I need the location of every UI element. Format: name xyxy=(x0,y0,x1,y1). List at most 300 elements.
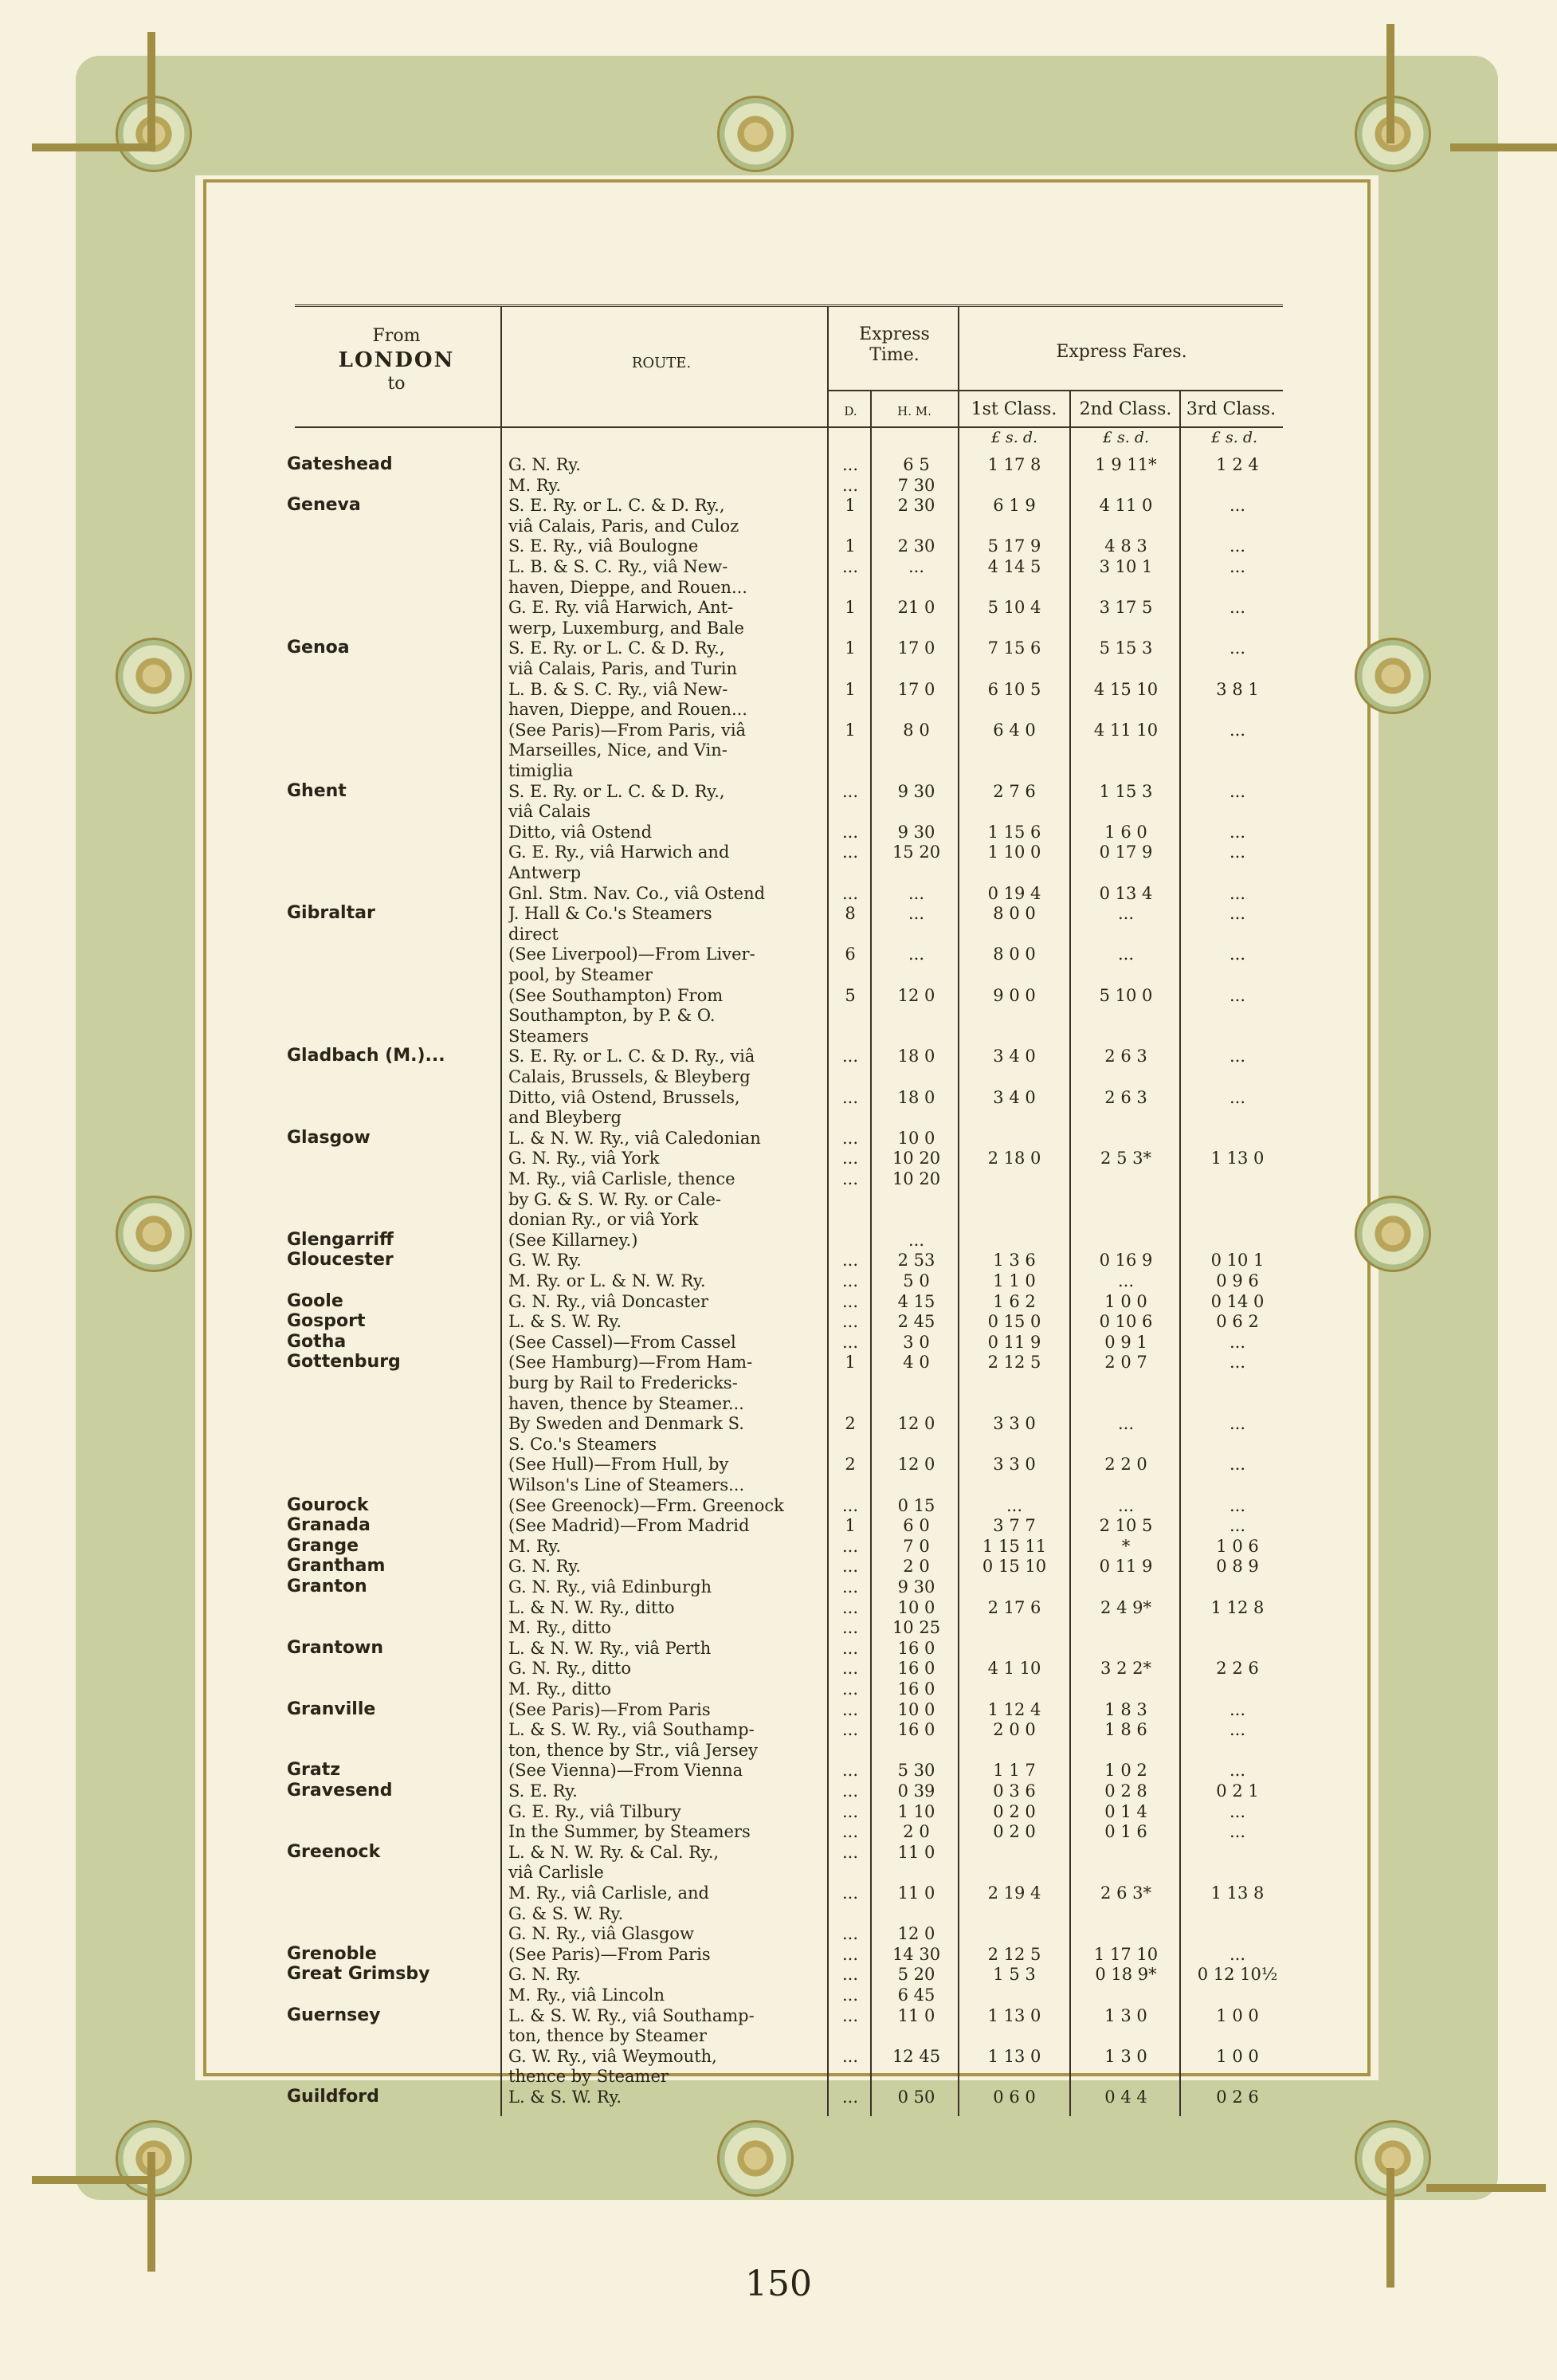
hours-minutes-cell: 11 0 xyxy=(897,1883,935,1903)
corner-cross-icon xyxy=(1426,2184,1546,2192)
first-class-fare-cell: 1 15 11 xyxy=(982,1536,1047,1556)
table-row xyxy=(295,883,1283,904)
table-row xyxy=(295,516,1283,536)
third-class-fare-cell: 1 0 0 xyxy=(1216,2046,1259,2066)
destination-cell: Gratz xyxy=(287,1760,341,1781)
route-cell: G. N. Ry. xyxy=(508,455,581,474)
hours-minutes-cell: 8 0 xyxy=(903,720,930,740)
third-class-fare-cell: 0 12 10½ xyxy=(1197,1965,1278,1985)
hours-minutes-cell: 4 15 xyxy=(897,1291,935,1311)
first-class-fare-cell: 6 10 5 xyxy=(987,679,1041,699)
first-class-fare-cell: 2 17 6 xyxy=(987,1597,1041,1617)
table-row xyxy=(295,862,1283,883)
route-cell: By Sweden and Denmark S. xyxy=(508,1414,744,1434)
table-row xyxy=(287,1841,1283,1863)
lsd-unit-3: £ s. d. xyxy=(1210,429,1258,446)
days-cell: 8 xyxy=(845,904,856,924)
destination-cell: Glengarriff xyxy=(287,1229,394,1250)
route-cell: viâ Calais, Paris, and Culoz xyxy=(508,516,739,536)
third-class-fare-cell: ... xyxy=(1229,1720,1246,1740)
hours-minutes-cell: 9 30 xyxy=(897,822,935,842)
table-row xyxy=(295,1883,1283,1903)
second-class-fare-cell: 5 15 3 xyxy=(1099,638,1153,658)
days-cell: ... xyxy=(841,475,859,495)
second-class-fare-cell: 0 1 6 xyxy=(1104,1822,1147,1842)
table-row xyxy=(295,679,1283,700)
hours-minutes-cell: 6 45 xyxy=(897,1985,935,2005)
destination-cell: Greenock xyxy=(287,1841,381,1862)
destination-cell: Gladbach (M.)... xyxy=(287,1046,445,1066)
destination-cell: Granada xyxy=(287,1515,371,1536)
hours-minutes-cell: 5 20 xyxy=(897,1965,935,1985)
route-cell: thence by Steamer xyxy=(508,2067,669,2087)
days-cell: ... xyxy=(841,1924,859,1944)
third-class-fare-cell: ... xyxy=(1229,904,1246,924)
days-cell: ... xyxy=(841,1536,859,1556)
hours-minutes-cell: ... xyxy=(908,945,925,964)
table-row xyxy=(287,1637,1283,1659)
third-class-fare-cell: 0 2 1 xyxy=(1216,1781,1259,1801)
route-cell: L. & S. W. Ry., viâ Southamp- xyxy=(508,2005,755,2025)
corner-cross-icon xyxy=(147,32,155,151)
first-class-fare-cell: 1 1 0 xyxy=(993,1271,1036,1290)
third-class-fare-cell: ... xyxy=(1229,1822,1246,1842)
route-cell: M. Ry., viâ Carlisle, and xyxy=(508,1883,709,1903)
table-row xyxy=(295,1434,1283,1455)
third-class-fare-cell: ... xyxy=(1229,1047,1246,1066)
route-cell: L. & N. W. Ry., ditto xyxy=(508,1597,675,1617)
rose-ornament-left xyxy=(116,638,192,714)
header-second-class: 2nd Class. xyxy=(1079,399,1172,419)
route-cell: Ditto, viâ Ostend xyxy=(508,822,653,842)
table-row xyxy=(287,1352,1283,1373)
route-cell: Southampton, by P. & O. xyxy=(508,1006,716,1026)
first-class-fare-cell: ... xyxy=(1006,1495,1023,1515)
days-cell: ... xyxy=(841,1087,859,1107)
table-row xyxy=(287,1964,1283,1985)
days-cell: 2 xyxy=(845,1414,856,1434)
lsd-unit-2: £ s. d. xyxy=(1102,429,1150,446)
table-row xyxy=(287,1250,1283,1271)
second-class-fare-cell: 0 10 6 xyxy=(1099,1312,1153,1332)
route-cell: Marseilles, Nice, and Vin- xyxy=(508,740,728,760)
hours-minutes-cell: 10 20 xyxy=(892,1169,941,1188)
second-class-fare-cell: 2 0 7 xyxy=(1104,1353,1147,1373)
destination-cell: Gottenburg xyxy=(287,1352,401,1373)
days-cell: ... xyxy=(841,1557,859,1577)
first-class-fare-cell: 0 2 0 xyxy=(993,1822,1036,1842)
route-cell: G. W. Ry. xyxy=(508,1251,582,1271)
route-cell: Steamers xyxy=(508,1026,589,1046)
third-class-fare-cell: ... xyxy=(1229,496,1246,516)
route-cell: S. E. Ry., viâ Boulogne xyxy=(508,536,699,556)
days-cell: ... xyxy=(841,1128,859,1148)
table-row xyxy=(295,964,1283,985)
table-row xyxy=(287,1046,1283,1066)
destination-cell: Genoa xyxy=(287,638,350,658)
days-cell: ... xyxy=(841,1271,859,1290)
hours-minutes-cell: 1 10 xyxy=(897,1801,935,1821)
route-cell: M. Ry., viâ Carlisle, thence xyxy=(508,1169,735,1188)
days-cell: ... xyxy=(841,1761,859,1781)
route-cell: werp, Luxemburg, and Bale xyxy=(508,618,744,638)
third-class-fare-cell: ... xyxy=(1229,557,1246,576)
third-class-fare-cell: ... xyxy=(1229,1495,1246,1515)
table-row xyxy=(295,1107,1283,1128)
first-class-fare-cell: 1 13 0 xyxy=(987,2005,1041,2025)
third-class-fare-cell: ... xyxy=(1229,1332,1246,1352)
hours-minutes-cell: 2 0 xyxy=(903,1557,930,1577)
route-cell: In the Summer, by Steamers xyxy=(508,1822,751,1842)
first-class-fare-cell: 6 4 0 xyxy=(993,720,1036,740)
table-row xyxy=(295,924,1283,945)
first-class-fare-cell: 2 7 6 xyxy=(993,781,1036,801)
second-class-fare-cell: 1 8 6 xyxy=(1104,1720,1147,1740)
second-class-fare-cell: 1 3 0 xyxy=(1104,2046,1147,2066)
destination-cell: Great Grimsby xyxy=(287,1964,430,1985)
route-cell: (See Paris)—From Paris, viâ xyxy=(508,720,747,740)
destination-cell: Gloucester xyxy=(287,1250,394,1271)
hours-minutes-cell: 12 0 xyxy=(897,985,935,1005)
first-class-fare-cell: 2 19 4 xyxy=(987,1883,1041,1903)
table-row xyxy=(287,1290,1283,1312)
third-class-fare-cell: 3 8 1 xyxy=(1216,679,1259,699)
corner-cross-icon xyxy=(147,2152,155,2272)
table-row xyxy=(295,1740,1283,1761)
route-cell: Gnl. Stm. Nav. Co., viâ Ostend xyxy=(508,883,766,903)
days-cell: ... xyxy=(841,781,859,801)
hours-minutes-cell: 16 0 xyxy=(897,1638,935,1658)
table-row xyxy=(287,1781,1283,1801)
table-row xyxy=(295,658,1283,679)
days-cell: ... xyxy=(841,1638,859,1658)
header-route: ROUTE. xyxy=(631,355,692,371)
destination-cell: Gravesend xyxy=(287,1781,393,1801)
destination-cell: Goole xyxy=(287,1290,343,1311)
table-row xyxy=(295,1087,1283,1108)
third-class-fare-cell: ... xyxy=(1229,1801,1246,1821)
destination-cell: Grantown xyxy=(287,1637,384,1658)
table-row xyxy=(295,985,1283,1006)
route-cell: L. & N. W. Ry., viâ Caledonian xyxy=(508,1128,761,1148)
route-cell: M. Ry. or L. & N. W. Ry. xyxy=(508,1271,706,1290)
second-class-fare-cell: 2 6 3 xyxy=(1104,1087,1147,1107)
rose-ornament-left-2 xyxy=(116,1196,192,1272)
first-class-fare-cell: 4 14 5 xyxy=(987,557,1041,576)
hours-minutes-cell: 12 0 xyxy=(897,1924,935,1944)
table-row xyxy=(287,1494,1283,1516)
third-class-fare-cell: ... xyxy=(1229,598,1246,618)
first-class-fare-cell: 0 2 0 xyxy=(993,1801,1036,1821)
third-class-fare-cell: 2 2 6 xyxy=(1216,1659,1259,1679)
route-cell: viâ Calais xyxy=(508,802,591,822)
route-cell: M. Ry. xyxy=(508,1536,562,1556)
first-class-fare-cell: 0 15 0 xyxy=(987,1312,1041,1332)
hours-minutes-cell: ... xyxy=(908,904,925,924)
hours-minutes-cell: 21 0 xyxy=(897,598,935,618)
third-class-fare-cell: ... xyxy=(1229,822,1246,842)
third-class-fare-cell: ... xyxy=(1229,945,1246,964)
second-class-fare-cell: 0 17 9 xyxy=(1099,842,1153,862)
table-row xyxy=(287,1311,1283,1332)
destination-cell: Grange xyxy=(287,1535,359,1556)
third-class-fare-cell: 0 6 2 xyxy=(1216,1312,1259,1332)
hours-minutes-cell: 16 0 xyxy=(897,1679,935,1699)
route-cell: G. & S. W. Ry. xyxy=(508,1903,624,1923)
table-row xyxy=(295,1475,1283,1495)
days-cell: 1 xyxy=(845,720,856,740)
second-class-fare-cell: 0 9 1 xyxy=(1104,1332,1147,1352)
second-class-fare-cell: 3 2 2* xyxy=(1100,1659,1151,1679)
days-cell: ... xyxy=(841,2046,859,2066)
second-class-fare-cell: 3 17 5 xyxy=(1099,598,1153,618)
second-class-fare-cell: 4 8 3 xyxy=(1104,536,1147,556)
route-cell: M. Ry., viâ Lincoln xyxy=(508,1985,665,2005)
route-cell: G. N. Ry. xyxy=(508,1965,581,1985)
hours-minutes-cell: 2 53 xyxy=(897,1251,935,1271)
hours-minutes-cell: 14 30 xyxy=(892,1944,941,1964)
days-cell: ... xyxy=(841,1149,859,1168)
hours-minutes-cell: 5 30 xyxy=(897,1761,935,1781)
hours-minutes-cell: 2 0 xyxy=(903,1822,930,1842)
hours-minutes-cell: 12 0 xyxy=(897,1455,935,1475)
second-class-fare-cell: 2 5 3* xyxy=(1100,1149,1151,1168)
days-cell: ... xyxy=(841,1659,859,1679)
hours-minutes-cell: 0 50 xyxy=(897,2087,935,2107)
route-cell: (See Hamburg)—From Ham- xyxy=(508,1353,753,1373)
table-row xyxy=(295,1801,1283,1822)
third-class-fare-cell: 1 13 8 xyxy=(1210,1883,1265,1903)
second-class-fare-cell: 2 4 9* xyxy=(1100,1597,1151,1617)
third-class-fare-cell: ... xyxy=(1229,985,1246,1005)
second-class-fare-cell: ... xyxy=(1117,1414,1135,1434)
route-cell: (See Hull)—From Hull, by xyxy=(508,1455,729,1475)
hours-minutes-cell: 18 0 xyxy=(897,1087,935,1107)
first-class-fare-cell: 0 3 6 xyxy=(993,1781,1036,1801)
third-class-fare-cell: 0 10 1 xyxy=(1210,1251,1265,1271)
days-cell: ... xyxy=(841,822,859,842)
hours-minutes-cell: 17 0 xyxy=(897,638,935,658)
first-class-fare-cell: 2 12 5 xyxy=(987,1353,1041,1373)
route-cell: S. Co.'s Steamers xyxy=(508,1434,657,1454)
third-class-fare-cell: ... xyxy=(1229,1087,1246,1107)
days-cell: ... xyxy=(841,1597,859,1617)
days-cell: ... xyxy=(841,1169,859,1188)
route-cell: S. E. Ry. or L. C. & D. Ry., xyxy=(508,638,725,658)
table-row xyxy=(287,1943,1283,1965)
second-class-fare-cell: 1 17 10 xyxy=(1093,1944,1159,1964)
first-class-fare-cell: 5 10 4 xyxy=(987,598,1041,618)
second-class-fare-cell: 2 10 5 xyxy=(1099,1516,1153,1536)
table-row xyxy=(287,1760,1283,1781)
first-class-fare-cell: 2 18 0 xyxy=(987,1149,1041,1168)
first-class-fare-cell: 3 4 0 xyxy=(993,1047,1036,1066)
third-class-fare-cell: ... xyxy=(1229,720,1246,740)
first-class-fare-cell: 1 17 8 xyxy=(987,455,1041,474)
second-class-fare-cell: 1 15 3 xyxy=(1099,781,1153,801)
route-cell: (See Paris)—From Paris xyxy=(508,1944,711,1964)
route-cell: Ditto, viâ Ostend, Brussels, xyxy=(508,1087,740,1107)
third-class-fare-cell: 0 9 6 xyxy=(1216,1271,1259,1290)
first-class-fare-cell: 3 7 7 xyxy=(993,1516,1036,1536)
table-row xyxy=(287,1331,1283,1353)
page-number: 150 xyxy=(745,2264,812,2304)
hours-minutes-cell: 9 30 xyxy=(897,1577,935,1596)
second-class-fare-cell: 4 11 10 xyxy=(1093,720,1159,740)
table-row xyxy=(287,2087,1283,2107)
header-to: to xyxy=(387,374,406,394)
table-row xyxy=(287,454,1283,475)
route-cell: G. N. Ry. xyxy=(508,1557,581,1577)
destination-cell: Guernsey xyxy=(287,2005,381,2025)
table-row xyxy=(287,903,1283,924)
route-cell: J. Hall & Co.'s Steamers xyxy=(508,904,712,924)
second-class-fare-cell: ... xyxy=(1117,1495,1135,1515)
second-class-fare-cell: 4 11 0 xyxy=(1099,496,1153,516)
first-class-fare-cell: 1 10 0 xyxy=(987,842,1041,862)
third-class-fare-cell: ... xyxy=(1229,1414,1246,1434)
second-class-fare-cell: 0 4 4 xyxy=(1104,2087,1147,2107)
destination-cell: Glasgow xyxy=(287,1127,371,1148)
first-class-fare-cell: 0 6 0 xyxy=(993,2087,1036,2107)
table-row xyxy=(295,822,1283,842)
hours-minutes-cell: 10 25 xyxy=(892,1618,941,1638)
days-cell: ... xyxy=(841,883,859,903)
days-cell: ... xyxy=(841,455,859,474)
hours-minutes-cell: 6 0 xyxy=(903,1516,930,1536)
table-row xyxy=(287,1699,1283,1720)
hours-minutes-cell: 9 30 xyxy=(897,781,935,801)
first-class-fare-cell: 3 4 0 xyxy=(993,1087,1036,1107)
hours-minutes-cell: 10 0 xyxy=(897,1128,935,1148)
hours-minutes-cell: 16 0 xyxy=(897,1720,935,1740)
route-cell: S. E. Ry. or L. C. & D. Ry., xyxy=(508,496,725,516)
first-class-fare-cell: 2 0 0 xyxy=(993,1720,1036,1740)
route-cell: L. B. & S. C. Ry., viâ New- xyxy=(508,557,728,576)
table-row xyxy=(295,1005,1283,1026)
hours-minutes-cell: ... xyxy=(908,1230,925,1250)
first-class-fare-cell: 6 1 9 xyxy=(993,496,1036,516)
days-cell: ... xyxy=(841,1618,859,1638)
route-cell: (See Vienna)—From Vienna xyxy=(508,1761,743,1781)
destination-cell: Guildford xyxy=(287,2087,379,2107)
days-cell: ... xyxy=(841,1822,859,1842)
days-cell: ... xyxy=(841,1312,859,1332)
route-cell: Calais, Brussels, & Bleyberg xyxy=(508,1067,751,1086)
table-row xyxy=(295,1454,1283,1475)
third-class-fare-cell: ... xyxy=(1229,638,1246,658)
days-cell: 1 xyxy=(845,1516,856,1536)
second-class-fare-cell: 0 13 4 xyxy=(1099,883,1153,903)
days-cell: ... xyxy=(841,1883,859,1903)
third-class-fare-cell: 1 13 0 xyxy=(1210,1149,1265,1168)
third-class-fare-cell: ... xyxy=(1229,536,1246,556)
route-cell: L. B. & S. C. Ry., viâ New- xyxy=(508,679,728,699)
table-row xyxy=(295,1597,1283,1618)
fares-table xyxy=(287,295,1283,2107)
third-class-fare-cell: 1 0 0 xyxy=(1216,2005,1259,2025)
table-row xyxy=(287,638,1283,658)
first-class-fare-cell: 1 15 6 xyxy=(987,822,1041,842)
hours-minutes-cell: 3 0 xyxy=(903,1332,930,1352)
second-class-fare-cell: ... xyxy=(1117,945,1135,964)
destination-cell: Gateshead xyxy=(287,454,393,474)
route-cell: M. Ry., ditto xyxy=(508,1618,612,1638)
route-cell: (See Cassel)—From Cassel xyxy=(508,1332,736,1352)
route-cell: and Bleyberg xyxy=(508,1108,622,1128)
days-cell: ... xyxy=(841,1801,859,1821)
destination-cell: Gosport xyxy=(287,1311,366,1332)
route-cell: G. N. Ry., viâ Edinburgh xyxy=(508,1577,712,1596)
route-cell: L. & S. W. Ry. xyxy=(508,2087,622,2107)
first-class-fare-cell: 8 0 0 xyxy=(993,945,1036,964)
days-cell: ... xyxy=(841,1679,859,1699)
table-row xyxy=(295,1026,1283,1047)
first-class-fare-cell: 8 0 0 xyxy=(993,904,1036,924)
table-row xyxy=(287,1577,1283,1597)
hours-minutes-cell: 11 0 xyxy=(897,2005,935,2025)
route-cell: L. & N. W. Ry., viâ Perth xyxy=(508,1638,712,1658)
corner-cross-icon xyxy=(32,2176,151,2184)
first-class-fare-cell: 1 6 2 xyxy=(993,1291,1036,1311)
third-class-fare-cell: ... xyxy=(1229,842,1246,862)
second-class-fare-cell: ... xyxy=(1117,904,1135,924)
second-class-fare-cell: 2 6 3* xyxy=(1100,1883,1151,1903)
corner-cross-icon xyxy=(1386,24,1394,143)
route-cell: direct xyxy=(508,924,559,944)
hours-minutes-cell: 10 0 xyxy=(897,1699,935,1719)
hours-minutes-cell: 10 20 xyxy=(892,1149,941,1168)
hours-minutes-cell: 2 45 xyxy=(897,1312,935,1332)
destination-cell: Grantham xyxy=(287,1556,386,1577)
third-class-fare-cell: ... xyxy=(1229,1699,1246,1719)
table-row xyxy=(295,1923,1283,1944)
table-row xyxy=(295,1393,1283,1414)
third-class-fare-cell: ... xyxy=(1229,1944,1246,1964)
corner-cross-icon xyxy=(1450,143,1557,151)
route-cell: Antwerp xyxy=(508,863,582,882)
route-cell: M. Ry., ditto xyxy=(508,1679,612,1699)
second-class-fare-cell: 0 2 8 xyxy=(1104,1781,1147,1801)
first-class-fare-cell: 0 15 10 xyxy=(982,1557,1047,1577)
table-row xyxy=(295,1168,1283,1189)
route-cell: by G. & S. W. Ry. or Cale- xyxy=(508,1189,722,1209)
days-cell: 1 xyxy=(845,679,856,699)
hours-minutes-cell: 17 0 xyxy=(897,679,935,699)
hours-minutes-cell: ... xyxy=(908,557,925,576)
destination-cell: Gibraltar xyxy=(287,903,375,924)
hours-minutes-cell: 7 0 xyxy=(903,1536,930,1556)
days-cell: ... xyxy=(841,1781,859,1801)
route-cell: G. E. Ry., viâ Tilbury xyxy=(508,1801,681,1821)
first-class-fare-cell: 7 15 6 xyxy=(987,638,1041,658)
days-cell: ... xyxy=(841,557,859,576)
destination-cell: Ghent xyxy=(287,780,347,801)
table-row xyxy=(287,780,1283,802)
first-class-fare-cell: 2 12 5 xyxy=(987,1944,1041,1964)
second-class-fare-cell: 2 2 0 xyxy=(1104,1455,1147,1475)
days-cell: ... xyxy=(841,1842,859,1862)
first-class-fare-cell: 1 1 7 xyxy=(993,1761,1036,1781)
table-row xyxy=(287,1515,1283,1536)
table-row xyxy=(295,760,1283,781)
second-class-fare-cell: 0 16 9 xyxy=(1099,1251,1153,1271)
second-class-fare-cell: 1 9 11* xyxy=(1095,455,1157,474)
third-class-fare-cell: ... xyxy=(1229,1455,1246,1475)
hours-minutes-cell: 0 39 xyxy=(897,1781,935,1801)
destination-cell: Geneva xyxy=(287,495,361,516)
third-class-fare-cell: 1 2 4 xyxy=(1216,455,1259,474)
